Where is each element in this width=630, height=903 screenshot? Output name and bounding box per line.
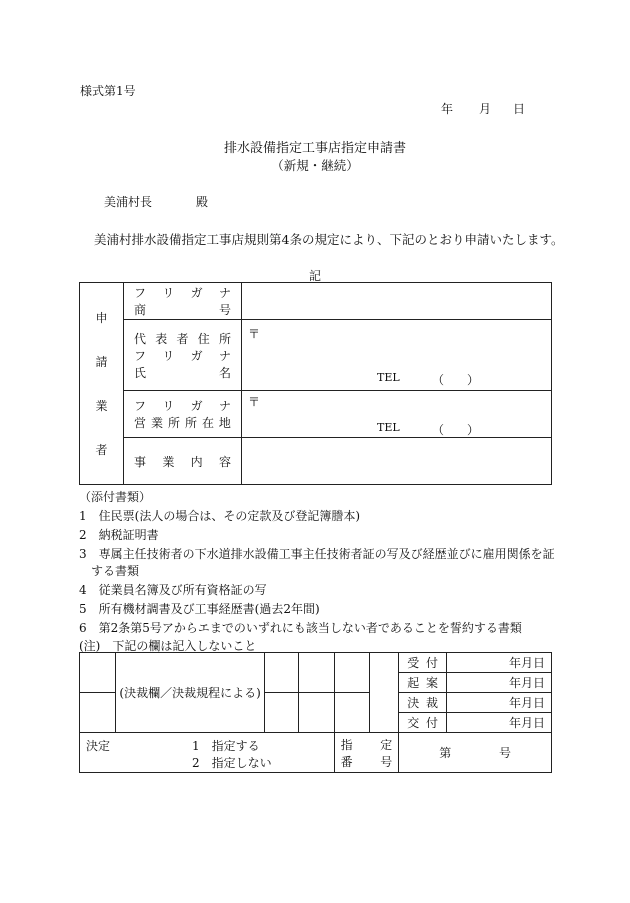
side-label-char: 申 xyxy=(95,310,108,325)
office-use-table xyxy=(79,652,552,773)
attachment-item: 4 従業員名簿及び所有資格証の写 xyxy=(79,583,267,597)
ki-label: 記 xyxy=(308,269,321,283)
office-use-note: (注) 下記の欄は記入しないこと xyxy=(79,639,257,653)
document-title: 排水設備指定工事店指定申請書 xyxy=(223,141,406,156)
addressee-name: 美浦村長 xyxy=(104,195,153,209)
month-label: 月 xyxy=(479,102,492,116)
furigana-label: フ リ ガ ナ xyxy=(134,286,231,300)
shogo-label: 商 号 xyxy=(134,303,231,317)
tel-paren-close: ） xyxy=(467,373,480,387)
number-input[interactable] xyxy=(399,733,552,773)
approval-cell[interactable] xyxy=(264,653,298,693)
side-label-char: 業 xyxy=(95,399,108,414)
office-address-label: 営 業 所 所 在 地 xyxy=(134,416,231,430)
decision-option-1: 1 指定する xyxy=(192,739,260,753)
tel-label: TEL xyxy=(377,371,400,384)
number-dai: 第 xyxy=(439,746,452,760)
step-kofu: 交 付 xyxy=(399,713,447,733)
date-cell[interactable]: 年 月 日 xyxy=(446,713,551,733)
shogo-input[interactable] xyxy=(242,283,552,320)
step-kessai: 決 裁 xyxy=(399,693,447,713)
approval-cell[interactable] xyxy=(264,693,298,733)
form-number: 様式第1号 xyxy=(80,84,136,98)
year-label: 年 xyxy=(441,102,454,116)
day-label: 日 xyxy=(513,102,526,116)
kessai-label: (決裁欄／決裁規程による) xyxy=(116,653,265,733)
furigana-label-3: フ リ ガ ナ xyxy=(134,399,231,413)
approval-cell[interactable] xyxy=(369,653,398,733)
office-input[interactable] xyxy=(242,391,552,438)
representative-label-cell xyxy=(124,320,242,391)
tel-paren-close-2: ） xyxy=(467,423,480,437)
tel-label-2: TEL xyxy=(377,421,400,434)
tel-paren-open-2: （ xyxy=(432,423,445,437)
name-label: 氏 名 xyxy=(134,365,231,380)
intro-text: 美浦村排水設備指定工事店規則第4条の規定により、下記のとおり申請いたします。 xyxy=(94,232,564,247)
postal-mark-2: 〒 xyxy=(248,395,261,409)
representative-input[interactable] xyxy=(242,320,552,391)
approval-cell[interactable] xyxy=(80,693,116,733)
rep-address-label: 代 表 者 住 所 xyxy=(134,331,231,346)
side-label-char: 者 xyxy=(95,443,108,458)
step-kian: 起 案 xyxy=(399,673,447,693)
document-subtitle: （新規・継続） xyxy=(271,158,359,173)
attachment-item: 2 納税証明書 xyxy=(79,528,159,542)
approval-cell[interactable] xyxy=(299,653,334,693)
decision-label: 決定 xyxy=(86,739,111,753)
decision-cell[interactable] xyxy=(80,733,335,773)
decision-option-2: 2 指定しない xyxy=(192,756,272,770)
attachment-item: 3 専属主任技術者の下水道排水設備工事主任技術者証の写及び経歴並びに雇用関係を証 xyxy=(79,547,555,561)
date-cell[interactable]: 年 月 日 xyxy=(446,673,551,693)
applicant-table xyxy=(79,282,552,485)
date-cell[interactable]: 年 月 日 xyxy=(446,693,551,713)
approval-cell[interactable] xyxy=(299,693,334,733)
attachment-item: 6 第2条第5号アからエまでのいずれにも該当しない者であることを誓約する書類 xyxy=(79,621,522,635)
approval-cell[interactable] xyxy=(334,653,369,693)
number-go: 号 xyxy=(498,746,511,760)
attachment-item: 5 所有機材調書及び工事経歴書(過去2年間) xyxy=(79,602,320,616)
date-cell[interactable]: 年 月 日 xyxy=(446,653,551,673)
business-input[interactable] xyxy=(242,438,552,485)
attachments-header: （添付書類） xyxy=(79,490,152,504)
attachment-item: する書類 xyxy=(79,564,140,578)
attachment-item: 1 住民票(法人の場合は、その定款及び登記簿謄本) xyxy=(79,509,361,523)
postal-mark: 〒 xyxy=(248,327,261,341)
business-label: 事 業 内 容 xyxy=(134,454,231,469)
furigana-label-2: フ リ ガ ナ xyxy=(134,348,231,363)
tel-paren-open: （ xyxy=(432,373,445,387)
office-label-cell xyxy=(124,391,242,438)
approval-cell[interactable] xyxy=(334,693,369,733)
approval-cell[interactable] xyxy=(80,653,116,693)
shogo-label-cell xyxy=(124,283,242,320)
number-label-cell: 指 定 番 号 xyxy=(334,733,399,773)
addressee-honorific: 殿 xyxy=(196,195,209,209)
applicant-side-label xyxy=(80,283,124,485)
business-label-cell xyxy=(124,438,242,485)
step-uketsuke: 受 付 xyxy=(399,653,447,673)
side-label-char: 請 xyxy=(95,354,108,369)
